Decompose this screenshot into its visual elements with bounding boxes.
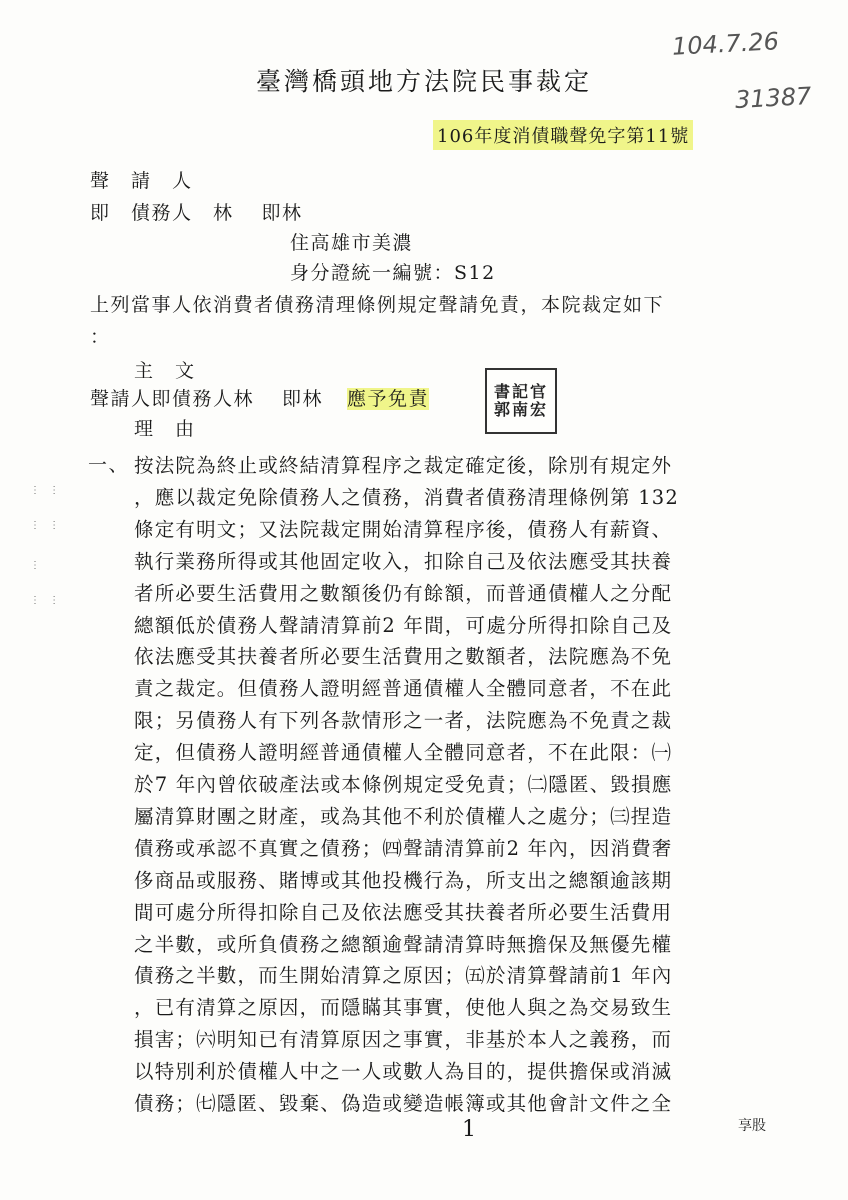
handwritten-note-2: 31387 <box>734 82 813 114</box>
reason-line: ，已有清算之原因，而隱瞞其事實，使他人與之為交易致生 <box>134 996 673 1020</box>
reason-line: 執行業務所得或其他固定收入，扣除自己及依法應受其扶養 <box>134 549 673 573</box>
reason-line: 責之裁定。但債務人證明經普通債權人全體同意者，不在此 <box>134 677 673 701</box>
debtor-label: 即 債務人 林 <box>90 202 234 224</box>
ruling-alias: 即林 <box>282 388 324 410</box>
main-text-heading: 主 文 <box>134 360 196 382</box>
reason-line: 限；另債務人有下列各款情形之一者，法院應為不免責之裁 <box>134 709 673 733</box>
binding-dots: ⋮ ⋮ <box>30 485 63 496</box>
binding-dots: ⋮ <box>30 560 43 571</box>
reason-line: 依法應受其扶養者所必要生活費用之數額者，法院應為不免 <box>134 645 673 669</box>
reason-line: 屬清算財團之財產，或為其他不利於債權人之處分；㈢捏造 <box>134 804 673 828</box>
reason-line: ，應以裁定免除債務人之債務，消費者債務清理條例第 132 <box>134 485 680 509</box>
intro-line-1: 上列當事人依消費者債務清理條例規定聲請免責，本院裁定如下 <box>90 294 665 316</box>
case-number: 106年度消債職聲免字第11號 <box>433 120 693 150</box>
reason-line: 者所必要生活費用之數額後仍有餘額，而普通債權人之分配 <box>134 581 673 605</box>
ruling-line <box>90 384 429 411</box>
id-number: 身分證統一編號：S12 <box>290 262 496 284</box>
reason-line: 債務之半數，而生開始清算之原因；㈤於清算聲請前1 年內 <box>134 964 673 988</box>
reason-line: 按法院為終止或終結清算程序之裁定確定後，除別有規定外 <box>134 454 673 477</box>
ruling-result: 應予免責 <box>347 388 430 410</box>
address: 住高雄市美濃 <box>290 232 414 254</box>
reason-line: 侈商品或服務、賭博或其他投機行為，所支出之總額逾該期 <box>134 868 673 892</box>
reason-line: 間可處分所得扣除自己及依法應受其扶養者所必要生活費用 <box>134 900 673 924</box>
reason-line: 之半數，或所負債務之總額逾聲請清算時無擔保及無優先權 <box>134 932 673 956</box>
ruling-prefix: 聲請人即債務人林 <box>90 388 255 410</box>
clerk-stamp <box>485 368 557 434</box>
document-title: 臺灣橋頭地方法院民事裁定 <box>255 67 592 96</box>
intro-line-2: ： <box>90 326 111 348</box>
reason-line: 以特別利於債權人中之一人或數人為目的，提供擔保或消滅 <box>134 1060 673 1084</box>
reason-line: 總額低於債務人聲請清算前2 年間，可處分所得扣除自己及 <box>134 613 673 637</box>
clerk-unit: 享股 <box>738 1118 766 1134</box>
reasons-heading: 理 由 <box>134 418 196 440</box>
stamp-title: 書記官 <box>493 382 548 402</box>
reason-line: 債務或承認不真實之債務；㈣聲請清算前2 年內，因消費奢 <box>134 836 673 860</box>
page-number: 1 <box>462 1117 476 1142</box>
handwritten-note-1: 104.7.26 <box>671 27 780 61</box>
debtor-line <box>90 198 303 225</box>
reason-line: 條定有明文；又法院裁定開始清算程序後，債務人有薪資、 <box>134 517 673 541</box>
debtor-alias: 即林 <box>261 202 303 224</box>
stamp-name: 郭南宏 <box>493 400 548 419</box>
item-marker: 一、 <box>88 454 130 476</box>
reason-line: 定，但債務人證明經普通債權人全體同意者，不在此限：㈠ <box>134 741 673 765</box>
reason-line: 損害；㈥明知已有清算原因之事實，非基於本人之義務，而 <box>134 1028 673 1052</box>
binding-dots: ⋮ ⋮ <box>30 595 63 606</box>
reason-line: 於7 年內曾依破產法或本條例規定受免責；㈡隱匿、毀損應 <box>134 773 673 796</box>
reason-line: 債務；㈦隱匿、毀棄、偽造或變造帳簿或其他會計文件之全 <box>134 1092 673 1115</box>
applicant-label: 聲 請 人 <box>90 170 193 192</box>
binding-dots: ⋮ ⋮ <box>30 520 63 531</box>
